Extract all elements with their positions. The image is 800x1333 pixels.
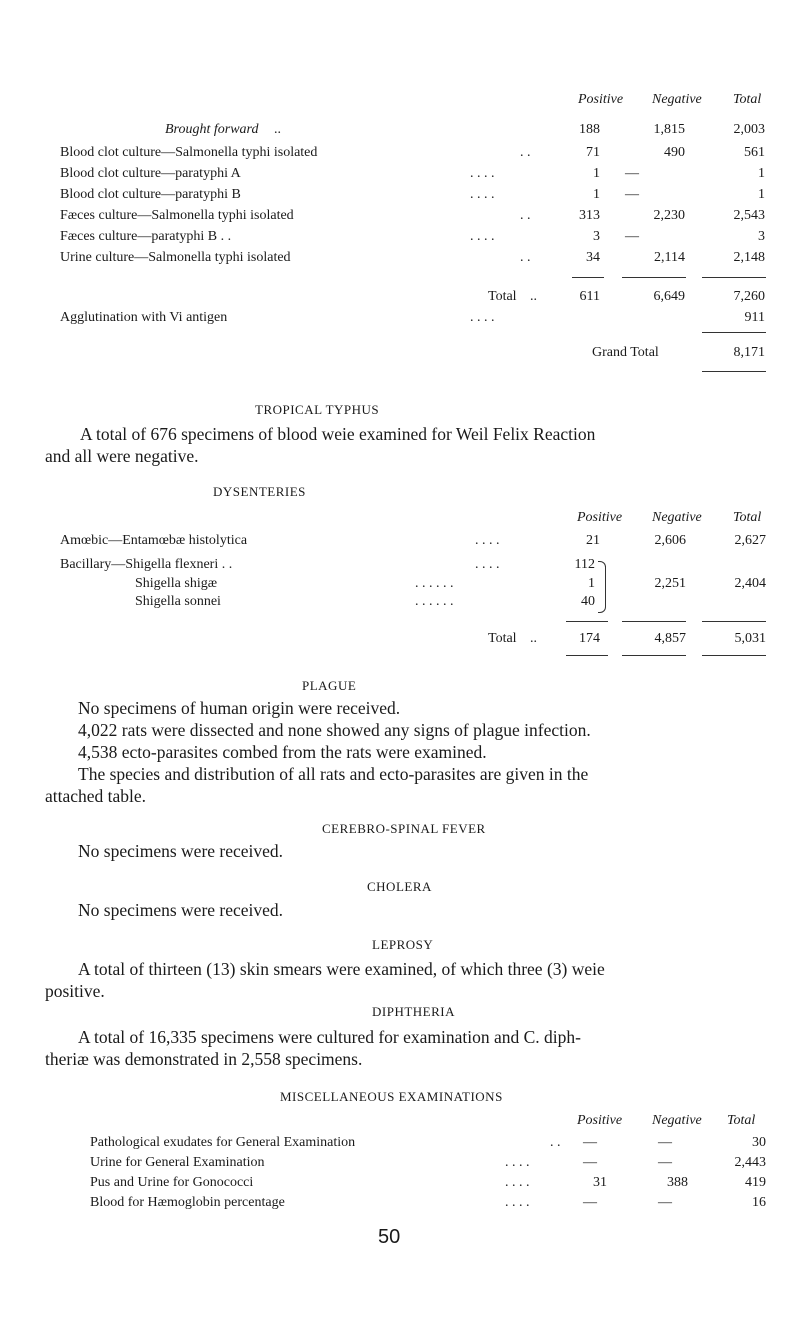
cell-positive: 1 — [593, 166, 600, 181]
section-heading-plague: PLAGUE — [302, 678, 357, 693]
cell-positive: 1 — [593, 187, 600, 202]
cell-negative: 2,230 — [653, 208, 685, 223]
leader-dots: . . . . — [505, 1175, 530, 1190]
sum-rule — [702, 277, 766, 278]
leader-dots: .. — [530, 289, 537, 304]
paragraph-line: No specimens of human origin were received. — [78, 698, 401, 718]
cell-negative: — — [658, 1135, 672, 1150]
section-heading-dysenteries: DYSENTERIES — [213, 484, 306, 499]
paragraph-line: theriæ was demonstrated in 2,558 specimens. — [45, 1049, 363, 1069]
paragraph-line: A total of thirteen (13) skin smears were examined, of which three (3) weie — [78, 959, 605, 979]
cell-negative: — — [658, 1195, 672, 1210]
sum-rule — [622, 621, 686, 622]
leader-dots: . . . . . . — [415, 594, 454, 609]
row-label: Blood clot culture—Salmonella typhi isolated — [60, 145, 318, 160]
leader-dots: . . — [520, 250, 531, 265]
cell-total: 911 — [744, 310, 765, 325]
cell-total: 2,003 — [733, 122, 765, 137]
leader-dots: .. — [274, 122, 281, 137]
cell-total: 30 — [752, 1135, 766, 1150]
leader-dots: .. — [530, 631, 537, 646]
leader-dots: . . — [550, 1135, 561, 1150]
cell-negative: 2,606 — [654, 533, 686, 548]
page-number: 50 — [378, 1226, 401, 1248]
cell-positive: 174 — [579, 631, 600, 646]
cell-positive: 611 — [579, 289, 600, 304]
paragraph-line: A total of 16,335 specimens were cultured for examination and C. diph- — [78, 1027, 581, 1047]
col-header-positive: Positive — [577, 1113, 623, 1128]
paragraph-line: No specimens were received. — [78, 900, 284, 920]
paragraph-line: The species and distribution of all rats and ecto-parasites are given in the — [78, 764, 589, 784]
total-label: Total — [488, 289, 517, 304]
cell-positive: 31 — [593, 1175, 607, 1190]
leader-dots: . . . . . . — [415, 576, 454, 591]
cell-positive: 3 — [593, 229, 600, 244]
paragraph-line: 4,022 rats were dissected and none showed any signs of plague infection. — [78, 720, 591, 740]
leader-dots: . . . . — [470, 229, 495, 244]
paragraph-line: attached table. — [45, 786, 147, 806]
leader-dots: . . . . — [470, 187, 495, 202]
section-heading-cerebro-spinal-fever: CEREBRO-SPINAL FEVER — [322, 821, 486, 836]
row-label: Shigella shigæ — [135, 576, 218, 591]
grand-total-label: Grand Total — [592, 345, 659, 360]
cell-positive: 1 — [588, 576, 595, 591]
leader-dots: . . . . — [470, 166, 495, 181]
section-heading-cholera: CHOLERA — [367, 879, 432, 894]
curly-brace — [598, 561, 606, 613]
col-header-positive: Positive — [577, 510, 623, 525]
row-label: Blood clot culture—paratyphi B — [60, 187, 241, 202]
cell-negative: — — [658, 1155, 672, 1170]
leader-dots: . . . . — [505, 1195, 530, 1210]
col-header-positive: Positive — [578, 92, 624, 107]
grand-total-value: 8,171 — [733, 345, 765, 360]
leader-dots: . . — [520, 208, 531, 223]
total-label: Total — [488, 631, 517, 646]
sum-rule — [622, 655, 686, 656]
row-label: Fæces culture—paratyphi B . . — [60, 229, 232, 244]
col-header-negative: Negative — [652, 510, 702, 525]
cell-positive: — — [583, 1135, 597, 1150]
sum-rule — [566, 655, 608, 656]
col-header-total: Total — [733, 510, 762, 525]
cell-total: 419 — [745, 1175, 766, 1190]
cell-total: 561 — [744, 145, 765, 160]
row-label: Amœbic—Entamœbæ histolytica — [60, 533, 248, 548]
row-label: Shigella sonnei — [135, 594, 221, 609]
cell-total: 2,443 — [734, 1155, 766, 1170]
paragraph-line: 4,538 ecto-parasites combed from the rats were examined. — [78, 742, 487, 762]
cell-negative: 4,857 — [654, 631, 686, 646]
row-label: Blood for Hæmoglobin percentage — [90, 1195, 285, 1210]
cell-total: 2,543 — [733, 208, 765, 223]
cell-total: 2,627 — [734, 533, 766, 548]
row-label: Blood clot culture—paratyphi A — [60, 166, 241, 181]
sum-rule — [702, 332, 766, 333]
col-header-negative: Negative — [652, 92, 702, 107]
cell-total: 7,260 — [733, 289, 765, 304]
row-label: Urine for General Examination — [90, 1155, 265, 1170]
agglutination-label: Agglutination with Vi antigen — [60, 310, 228, 325]
col-header-total: Total — [727, 1113, 756, 1128]
sum-rule — [566, 621, 608, 622]
section-heading-diphtheria: DIPHTHERIA — [372, 1004, 455, 1019]
row-label: Pus and Urine for Gonococci — [90, 1175, 254, 1190]
cell-positive: 21 — [586, 533, 600, 548]
sum-rule — [702, 655, 766, 656]
sum-rule — [702, 621, 766, 622]
cell-positive: — — [583, 1195, 597, 1210]
cell-positive: — — [583, 1155, 597, 1170]
cell-total: 16 — [752, 1195, 766, 1210]
leader-dots: . . . . — [470, 310, 495, 325]
leader-dots: . . . . — [505, 1155, 530, 1170]
cell-total: 3 — [758, 229, 765, 244]
section-heading-tropical-typhus: TROPICAL TYPHUS — [255, 402, 380, 417]
cell-total: 1 — [758, 166, 765, 181]
bacillary-label: Bacillary—Shigella flexneri . . — [60, 557, 233, 572]
cell-positive: 71 — [586, 145, 600, 160]
cell-positive: 40 — [581, 594, 595, 609]
cell-positive: 34 — [586, 250, 600, 265]
cell-positive: 188 — [579, 122, 600, 137]
section-heading-miscellaneous-examinations: MISCELLANEOUS EXAMINATIONS — [280, 1089, 503, 1104]
paragraph-line: and all were negative. — [45, 446, 199, 466]
cell-negative: — — [625, 187, 639, 202]
row-label: Fæces culture—Salmonella typhi isolated — [60, 208, 294, 223]
brought-forward-label: Brought forward — [165, 122, 259, 137]
cell-negative: 2,114 — [654, 250, 685, 265]
cell-positive: 313 — [579, 208, 600, 223]
cell-negative: 388 — [667, 1175, 688, 1190]
paragraph-line: positive. — [45, 981, 105, 1001]
section-heading-leprosy: LEPROSY — [372, 937, 434, 952]
sum-rule — [622, 277, 686, 278]
cell-total: 2,404 — [734, 576, 766, 591]
col-header-negative: Negative — [652, 1113, 702, 1128]
leader-dots: . . . . — [475, 533, 500, 548]
leader-dots: . . . . — [475, 557, 500, 572]
cell-total: 1 — [758, 187, 765, 202]
cell-total: 2,148 — [733, 250, 765, 265]
row-label: Pathological exudates for General Examination — [90, 1135, 356, 1150]
cell-negative: 1,815 — [653, 122, 685, 137]
cell-positive: 112 — [574, 557, 595, 572]
sum-rule — [572, 277, 604, 278]
cell-negative: — — [625, 166, 639, 181]
cell-negative: 2,251 — [654, 576, 686, 591]
paragraph-line: No specimens were received. — [78, 841, 284, 861]
cell-negative: 490 — [664, 145, 685, 160]
leader-dots: . . — [520, 145, 531, 160]
cell-negative: — — [625, 229, 639, 244]
paragraph-line: A total of 676 specimens of blood weie examined for Weil Felix Reaction — [80, 424, 596, 444]
sum-rule — [702, 371, 766, 372]
cell-negative: 6,649 — [653, 289, 685, 304]
row-label: Urine culture—Salmonella typhi isolated — [60, 250, 291, 265]
cell-total: 5,031 — [734, 631, 766, 646]
col-header-total: Total — [733, 92, 762, 107]
